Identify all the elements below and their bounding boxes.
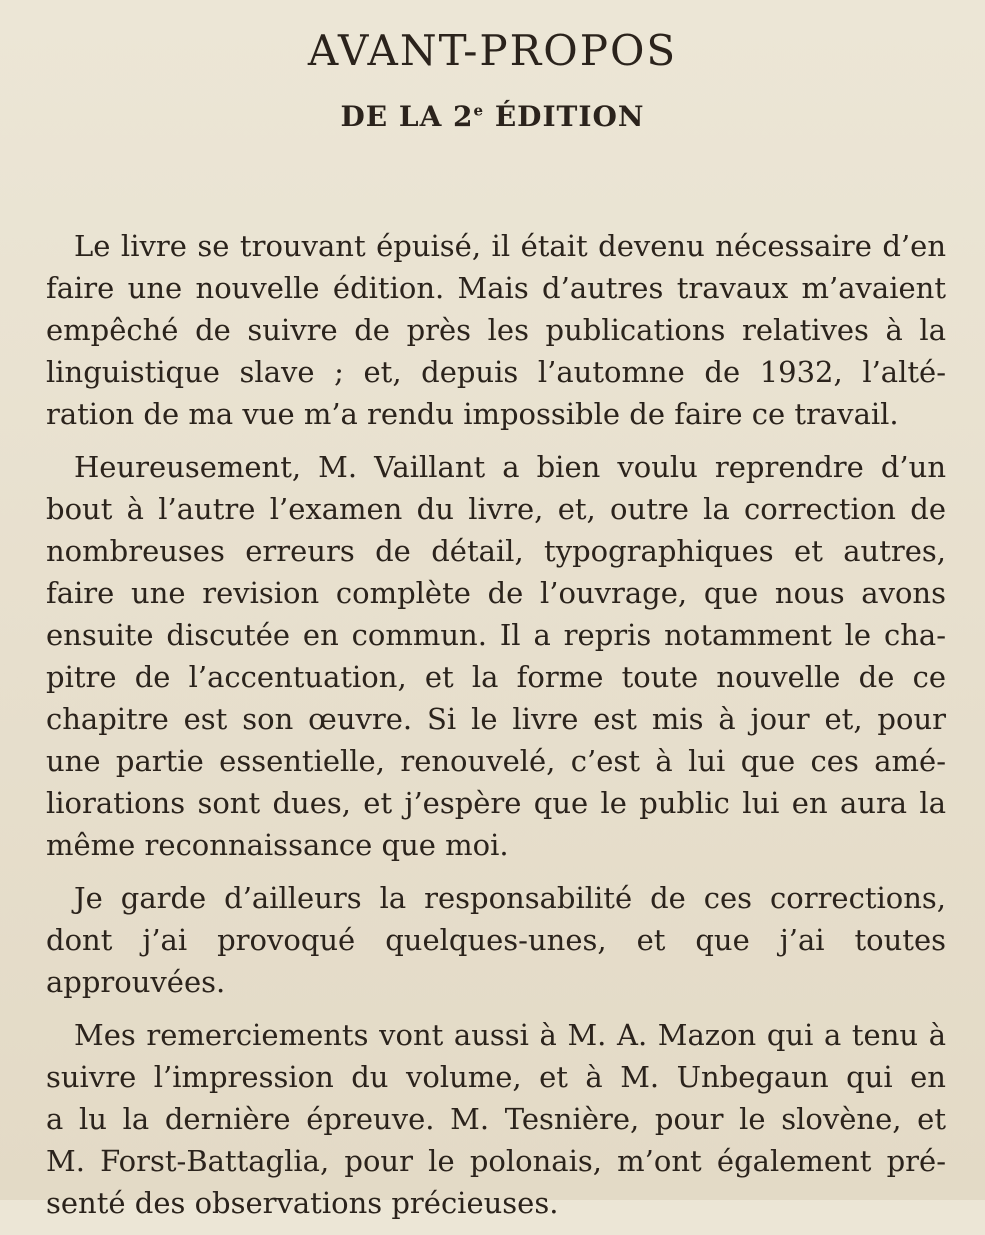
text-line: suivre l’impression du volume, et à M. Unbegaun qui en xyxy=(46,1060,946,1094)
text-line: faire une revision complète de l’ouvrage, que nous avons xyxy=(46,576,946,610)
text-line: ensuite discutée en commun. Il a repris notamment le cha- xyxy=(46,618,946,652)
text-line: faire une nouvelle édition. Mais d’autres travaux m’avaient xyxy=(46,271,946,305)
text-line: empêché de suivre de près les publications relatives à la xyxy=(46,313,946,347)
paragraph-4 xyxy=(46,1014,946,1224)
subtitle-text-end: ÉDITION xyxy=(484,100,645,133)
text-line: dont j’ai provoqué quelques-unes, et que j’ai toutes xyxy=(46,923,946,957)
text-line: M. Forst-Battaglia, pour le polonais, m’ont également pré- xyxy=(46,1144,946,1178)
text-line: chapitre est son œuvre. Si le livre est mis à jour et, pour xyxy=(46,702,946,736)
text-line: une partie essentielle, renouvelé, c’est à lui que ces amé- xyxy=(46,744,946,778)
paragraph-3 xyxy=(46,877,946,1003)
text-line: même reconnaissance que moi. xyxy=(46,828,509,862)
text-line: Heureusement, M. Vaillant a bien voulu reprendre d’un xyxy=(74,450,946,484)
paragraph-1 xyxy=(46,225,946,435)
page-title: AVANT-PROPOS xyxy=(307,26,678,75)
text-line: nombreuses erreurs de détail, typographiques et autres, xyxy=(46,534,946,568)
subtitle-text: DE LA 2 xyxy=(340,100,474,133)
text-line: Je garde d’ailleurs la responsabilité de ces corrections, xyxy=(74,881,946,915)
body-text xyxy=(46,225,946,1235)
subtitle-superscript: e xyxy=(473,101,485,120)
text-line: senté des observations précieuses. xyxy=(46,1186,559,1220)
text-line: approuvées. xyxy=(46,965,226,999)
paragraph-2 xyxy=(46,446,946,866)
text-line: pitre de l’accentuation, et la forme toute nouvelle de ce xyxy=(46,660,946,694)
page-subtitle xyxy=(0,100,985,133)
text-line: a lu la dernière épreuve. M. Tesnière, pour le slovène, et xyxy=(46,1102,946,1136)
text-line: bout à l’autre l’examen du livre, et, outre la correction de xyxy=(46,492,946,526)
text-line: linguistique slave ; et, depuis l’automne de 1932, l’alté- xyxy=(46,355,946,389)
text-line: ration de ma vue m’a rendu impossible de faire ce travail. xyxy=(46,397,899,431)
text-line: Le livre se trouvant épuisé, il était devenu nécessaire d’en xyxy=(74,229,946,263)
text-line: liorations sont dues, et j’espère que le public lui en aura la xyxy=(46,786,946,820)
text-line: Mes remerciements vont aussi à M. A. Mazon qui a tenu à xyxy=(74,1018,946,1052)
